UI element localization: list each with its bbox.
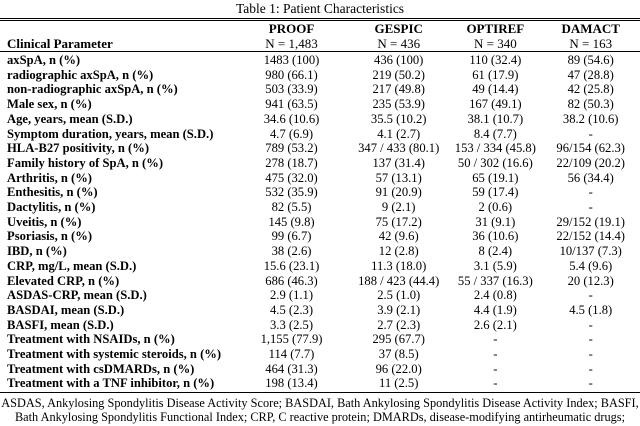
row-value-cell: 29/152 (19.1) xyxy=(556,214,625,229)
row-value-cell: 11.3 (18.0) xyxy=(371,258,427,273)
row-parameter-label: Uveitis, n (%) xyxy=(7,214,82,229)
row-value-cell: 145 (9.8) xyxy=(268,214,315,229)
row-value-cell: - xyxy=(449,376,541,392)
row-parameter-label: Male sex, n (%) xyxy=(7,97,92,112)
row-value-cell: 153 / 334 (45.8) xyxy=(454,141,536,156)
table-row xyxy=(0,127,640,142)
row-value-cell: 2 (0.6) xyxy=(478,200,513,215)
table-row xyxy=(0,97,640,112)
table-row xyxy=(0,171,640,186)
row-value-cell: 50 / 302 (16.6) xyxy=(457,155,533,170)
row-value-cell: 464 (31.3) xyxy=(265,361,318,376)
column-header-damact: DAMACT xyxy=(561,21,620,36)
sample-size-proof: N = 1,483 xyxy=(235,36,348,52)
row-value-cell: 235 (53.9) xyxy=(372,97,425,112)
row-parameter-label: Psoriasis, n (%) xyxy=(7,229,93,244)
row-value-cell: - xyxy=(493,332,498,347)
column-header-gespic: GESPIC xyxy=(374,21,423,36)
row-value-cell: 96 (22.0) xyxy=(375,361,422,376)
row-parameter-label: Arthritis, n (%) xyxy=(7,170,92,185)
row-value-cell: 11 (2.5) xyxy=(348,376,449,392)
row-parameter-label: Treatment with csDMARDs, n (%) xyxy=(7,361,195,376)
row-value-cell: 278 (18.7) xyxy=(265,155,318,170)
row-value-cell: 34.6 (10.6) xyxy=(263,111,320,126)
table-row xyxy=(0,52,640,68)
row-value-cell: 3.3 (2.5) xyxy=(270,317,314,332)
row-value-cell: 35.5 (10.2) xyxy=(370,111,427,126)
row-value-cell: 2.9 (1.1) xyxy=(270,288,314,303)
table-row xyxy=(0,200,640,215)
row-value-cell: 980 (66.1) xyxy=(265,67,318,82)
row-value-cell: 36 (10.6) xyxy=(472,229,519,244)
row-value-cell: 9 (2.1) xyxy=(381,200,416,215)
table-row xyxy=(0,244,640,259)
row-value-cell: 96/154 (62.3) xyxy=(556,141,625,156)
row-value-cell: 12 (2.8) xyxy=(378,244,419,259)
footnote-line-1: ASDAS, Ankylosing Spondylitis Disease Activity Score; BASDAI, Bath Ankylosing Spondylitis Disease Activity Index; BASFI, xyxy=(1,396,639,411)
row-value-cell: - xyxy=(588,347,593,362)
table-row xyxy=(0,259,640,274)
table-row xyxy=(0,68,640,83)
row-value-cell: 38.1 (10.7) xyxy=(467,111,524,126)
header-empty-cell xyxy=(0,21,235,36)
row-parameter-label: Family history of SpA, n (%) xyxy=(7,155,164,170)
header-cohort-names-row xyxy=(0,21,640,36)
table-row xyxy=(0,303,640,318)
table-row xyxy=(0,347,640,362)
row-value-cell: 137 (31.4) xyxy=(372,155,425,170)
row-value-cell: 55 / 337 (16.3) xyxy=(457,273,533,288)
row-value-cell: 2.4 (0.8) xyxy=(473,288,517,303)
sample-size-gespic: N = 436 xyxy=(348,36,449,52)
table-row xyxy=(0,156,640,171)
row-parameter-label: Age, years, mean (S.D.) xyxy=(7,111,133,126)
table-row xyxy=(0,376,640,392)
header-sample-size-row xyxy=(0,36,640,52)
row-value-cell: 22/152 (14.4) xyxy=(556,229,625,244)
row-value-cell: 75 (17.2) xyxy=(375,214,422,229)
table-row xyxy=(0,82,640,97)
row-value-cell: 38.2 (10.6) xyxy=(562,111,619,126)
table-header xyxy=(0,21,640,52)
row-parameter-label: Treatment with NSAIDs, n (%) xyxy=(7,332,175,347)
row-value-cell: 1,155 (77.9) xyxy=(260,332,323,347)
row-value-cell: - xyxy=(588,126,593,141)
row-value-cell: 15.6 (23.1) xyxy=(263,258,320,273)
row-parameter-label: axSpA, n (%) xyxy=(7,53,81,67)
row-value-cell: 31 (9.1) xyxy=(475,214,516,229)
sample-size-damact: N = 163 xyxy=(541,36,640,52)
row-value-cell: 20 (12.3) xyxy=(567,273,614,288)
row-value-cell: 347 / 433 (80.1) xyxy=(358,141,440,156)
row-value-cell: - xyxy=(588,332,593,347)
clinical-parameter-header: Clinical Parameter xyxy=(0,36,235,52)
row-value-cell: 4.5 (2.3) xyxy=(270,302,314,317)
row-value-cell: - xyxy=(493,347,498,362)
row-value-cell: 4.4 (1.9) xyxy=(473,302,517,317)
row-parameter-label: BASDAI, mean (S.D.) xyxy=(7,302,125,317)
row-value-cell: 2.5 (1.0) xyxy=(377,288,421,303)
row-value-cell: 8 (2.4) xyxy=(478,244,513,259)
row-parameter-label: Treatment with systemic steroids, n (%) xyxy=(7,347,222,362)
table-row xyxy=(0,362,640,377)
row-value-cell: 686 (46.3) xyxy=(265,273,318,288)
row-value-cell: 59 (17.4) xyxy=(472,185,519,200)
row-value-cell: 532 (35.9) xyxy=(265,185,318,200)
row-parameter-label: BASFI, mean (S.D.) xyxy=(7,317,114,332)
table-row xyxy=(0,112,640,127)
table-row xyxy=(0,141,640,156)
row-parameter-label: radiographic axSpA, n (%) xyxy=(7,67,154,82)
row-value-cell: 61 (17.9) xyxy=(472,67,519,82)
table-row xyxy=(0,318,640,333)
row-value-cell: - xyxy=(588,361,593,376)
footnote-line-2: Bath Ankylosing Spondylitis Functional Index; CRP, C reactive protein; DMARDs, disease-modifying antirheumatic drugs; xyxy=(14,410,625,425)
row-value-cell: 99 (6.7) xyxy=(271,229,312,244)
row-value-cell: 789 (53.2) xyxy=(265,141,318,156)
row-value-cell: 2.7 (2.3) xyxy=(377,317,421,332)
row-value-cell: 219 (50.2) xyxy=(372,67,425,82)
row-value-cell: 42 (9.6) xyxy=(378,229,419,244)
row-value-cell: 89 (54.6) xyxy=(567,53,614,67)
row-parameter-label: non-radiographic axSpA, n (%) xyxy=(7,82,178,97)
row-parameter-label: Enthesitis, n (%) xyxy=(7,185,98,200)
row-value-cell: 4.5 (1.8) xyxy=(569,302,613,317)
table-body xyxy=(0,52,640,393)
row-value-cell: 42 (25.8) xyxy=(567,82,614,97)
row-parameter-label: Symptom duration, years, mean (S.D.) xyxy=(7,126,214,141)
row-value-cell: 82 (5.5) xyxy=(271,200,312,215)
row-value-cell: 4.1 (2.7) xyxy=(377,126,421,141)
row-value-cell: 8.4 (7.7) xyxy=(473,126,517,141)
row-value-cell: 56 (34.4) xyxy=(567,170,614,185)
row-value-cell: - xyxy=(588,200,593,215)
row-parameter-label: CRP, mg/L, mean (S.D.) xyxy=(7,258,137,273)
row-parameter-label: ASDAS-CRP, mean (S.D.) xyxy=(7,288,147,303)
row-value-cell: 5.4 (9.6) xyxy=(569,258,613,273)
row-value-cell: 49 (14.4) xyxy=(472,82,519,97)
row-value-cell: - xyxy=(588,288,593,303)
row-value-cell: - xyxy=(588,317,593,332)
row-value-cell: 22/109 (20.2) xyxy=(556,155,625,170)
row-parameter-label: Dactylitis, n (%) xyxy=(7,200,96,215)
row-value-cell: 38 (2.6) xyxy=(271,244,312,259)
row-value-cell: - xyxy=(493,361,498,376)
row-value-cell: 1483 (100) xyxy=(263,53,320,67)
row-value-cell: 188 / 423 (44.4) xyxy=(358,273,440,288)
row-value-cell: 475 (32.0) xyxy=(265,170,318,185)
row-value-cell: 65 (19.1) xyxy=(472,170,519,185)
row-value-cell: 217 (49.8) xyxy=(372,82,425,97)
row-value-cell: 82 (50.3) xyxy=(567,97,614,112)
row-value-cell: 941 (63.5) xyxy=(265,97,318,112)
sample-size-optiref: N = 340 xyxy=(449,36,541,52)
row-parameter-label: Elevated CRP, n (%) xyxy=(7,273,120,288)
row-value-cell: 4.7 (6.9) xyxy=(270,126,314,141)
table-row xyxy=(0,332,640,347)
row-value-cell: 47 (28.8) xyxy=(567,67,614,82)
row-value-cell: 10/137 (7.3) xyxy=(559,244,622,259)
table-row xyxy=(0,274,640,289)
row-value-cell: 57 (13.1) xyxy=(375,170,422,185)
row-value-cell: 2.6 (2.1) xyxy=(473,317,517,332)
row-parameter-label: HLA-B27 positivity, n (%) xyxy=(7,141,150,156)
row-parameter-label: IBD, n (%) xyxy=(7,244,67,259)
table-caption: Table 1: Patient Characteristics xyxy=(235,1,405,16)
row-value-cell: 436 (100) xyxy=(374,53,424,67)
row-value-cell: 3.9 (2.1) xyxy=(377,302,421,317)
table-row xyxy=(0,288,640,303)
column-header-optiref: OPTIREF xyxy=(466,21,525,36)
row-value-cell: 3.1 (5.9) xyxy=(473,258,517,273)
row-value-cell: 167 (49.1) xyxy=(469,97,522,112)
row-value-cell: 295 (67.7) xyxy=(372,332,425,347)
row-value-cell: 114 (7.7) xyxy=(268,347,315,362)
row-value-cell: 198 (13.4) xyxy=(235,376,348,392)
row-value-cell: - xyxy=(541,376,640,392)
row-value-cell: 91 (20.9) xyxy=(375,185,422,200)
row-parameter-label: Treatment with a TNF inhibitor, n (%) xyxy=(0,376,235,392)
table-footnote xyxy=(0,393,640,424)
row-value-cell: 37 (8.5) xyxy=(378,347,419,362)
table-row xyxy=(0,185,640,200)
row-value-cell: - xyxy=(588,185,593,200)
column-header-proof: PROOF xyxy=(268,21,315,36)
table-row xyxy=(0,229,640,244)
row-value-cell: 503 (33.9) xyxy=(265,82,318,97)
patient-characteristics-table xyxy=(0,21,640,393)
row-value-cell: 110 (32.4) xyxy=(469,53,522,67)
table-row xyxy=(0,215,640,230)
